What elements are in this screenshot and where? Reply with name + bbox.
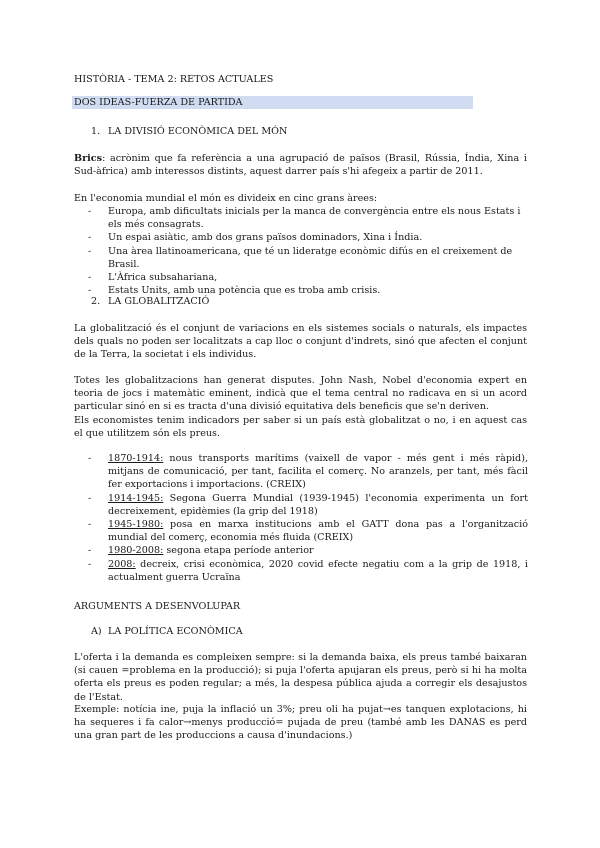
globalization-paragraph-1: La globalització és el conjunt de variacions en els sistemes socials o naturals, els impactes dels quals no poden ser localitzats a cap lloc o conjunt d'indrets, sinó que afecten el conjunt de la Terra, la societat i els individus. (74, 323, 527, 361)
period-text: Segona Guerra Mundial (1939-1945) l'economia experimenta un fort decreixement, epidèmies (la grip del 1918) (108, 492, 528, 517)
areas-intro: En l'economia mundial el món es divideix en cinc grans àrees: (74, 193, 378, 204)
brics-paragraph (74, 152, 527, 178)
period-text: decreix, crisi econòmica, 2020 covid efecte negatiu com a la grip de 1918, i actualment guerra Ucraïna (108, 558, 528, 583)
list-item (88, 518, 528, 544)
document-title: HISTÒRIA - TEMA 2: RETOS ACTUALES (74, 74, 274, 85)
globalization-paragraph-3: Els economistes tenim indicadors per saber si un país està globalitzat o no, i en aquest cas el que utilitzem són els preus. (74, 415, 527, 440)
list-item: - L'Àfrica subsahariana, (88, 271, 528, 284)
heading-number: A) (91, 626, 102, 637)
heading-label: LA GLOBALITZACIÓ (108, 296, 210, 307)
heading-economic-policy (91, 626, 243, 637)
policy-paragraph-2: Exemple: notícia ine, puja la inflació un 3%; preu oli ha pujat→es tanquen explotacions, hi ha sequeres i fa calor→menys producció= pujada de preu (també amb les DANAS es perd una gran part de les produccions a causa d'inundacions.) (74, 704, 527, 742)
heading-economic-division (91, 126, 287, 137)
list-item: - Estats Units, amb una potència que es troba amb crisis. (88, 284, 528, 297)
section-heading-highlight (72, 96, 473, 109)
list-item: - Un espai asiàtic, amb dos grans països dominadors, Xina i Índia. (88, 231, 528, 244)
period-text: nous transports marítims (vaixell de vapor - més gent i més ràpid), mitjans de comunicació, per tant, facilita el comerç. No aranzels, per tant, més fàcil fer exportacions i importacions. (CREIX) (108, 453, 528, 491)
period-date: 1914-1945: (108, 492, 164, 504)
list-item (88, 492, 528, 518)
heading-label: LA POLÍTICA ECONÒMICA (108, 626, 243, 637)
heading-number: 2. (91, 296, 101, 307)
period-date: 1945-1980: (108, 519, 164, 531)
period-date: 1980-2008: (108, 545, 164, 557)
brics-term: Brics (74, 153, 103, 164)
heading-label: LA DIVISIÓ ECONÒMICA DEL MÓN (108, 126, 288, 137)
list-item: - Europa, amb dificultats inicials per la manca de convergència entre els nous Estats i els més consagrats. (88, 205, 528, 231)
list-item (88, 558, 528, 584)
list-item: - Una àrea llatinoamericana, que té un lideratge econòmic difús en el creixement de Brasil. (88, 245, 528, 271)
list-item (88, 544, 528, 557)
period-text: segona etapa període anterior (163, 545, 314, 557)
section-heading-arguments: ARGUMENTS A DESENVOLUPAR (74, 601, 241, 612)
period-text: posa en marxa institucions amb el GATT dona pas a l'organització mundial del comerç, economia més fluida (CREIX) (108, 519, 528, 544)
brics-text: : acrònim que fa referència a una agrupació de països (Brasil, Rússia, Índia, Xina i Sud-àfrica) amb interessos distints, aquest darrer país s'hi afegeix a partir de 2011. (74, 153, 527, 178)
heading-number: 1. (91, 126, 101, 137)
globalization-paragraph-2: Totes les globalitzacions han generat disputes. John Nash, Nobel d'economia expert en teoria de jocs i matemàtic eminent, indicà que el tema central no radicava en si un acord particular sinó en si es tracta d'una divisió equitativa dels beneficis que se'n deriven. (74, 375, 527, 413)
section-heading-ideas: DOS IDEAS-FUERZA DE PARTIDA (74, 97, 243, 108)
heading-globalization (91, 296, 209, 307)
periods-list (88, 452, 528, 584)
period-date: 1870-1914: (108, 453, 164, 464)
list-item (88, 452, 528, 492)
policy-paragraph-1: L'oferta i la demanda es compleixen sempre: si la demanda baixa, els preus també baixaran (si cauen =problema en la producció); si puja l'oferta apujaran els preus, però si hi ha molta oferta els preus es poden regular; a més, la despesa pública ajuda a corregir els desajustos de l'Estat. (74, 652, 527, 703)
period-date: 2008: (108, 558, 136, 570)
areas-list (88, 205, 528, 297)
